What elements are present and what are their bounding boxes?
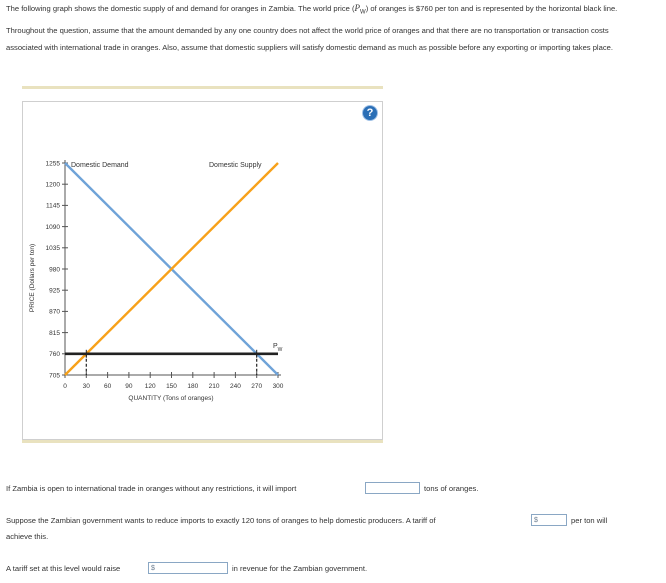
tariff-input[interactable]: $ [531, 514, 567, 526]
y-tick-label: 760 [49, 351, 60, 359]
question-intro [6, 0, 646, 56]
q1-suffix: tons of oranges. [424, 484, 479, 493]
intro-part2: ) of oranges is $760 per ton and is represented by the horizontal black line. Throughout the question, assume that the amount demanded by any one country does not affect the world price of oranges and that there are no transportation or transaction costs associated with international trade in oranges. Also, assume that domestic suppliers will satisfy domestic demand as much as possible before any exporting or importing takes place. [6, 4, 618, 52]
x-tick-label: 60 [103, 383, 112, 390]
y-tick-label: 815 [49, 329, 60, 337]
y-tick-label: 980 [49, 266, 60, 274]
pw-label-letter: P [273, 343, 278, 350]
q2-suffix: per ton will [571, 516, 608, 525]
y-tick-label: 1035 [45, 245, 60, 253]
q2-continuation: achieve this. [6, 532, 49, 541]
y-tick-label: 1145 [46, 202, 60, 210]
y-tick-label: 1090 [45, 223, 60, 231]
pw-symbol: P [354, 3, 361, 13]
x-tick-label: 300 [272, 383, 284, 390]
demand-label: Domestic Demand [71, 162, 129, 169]
q3-prefix: A tariff set at this level would raise [6, 564, 121, 573]
x-axis-label: QUANTITY (Tons of oranges) [128, 395, 214, 402]
intro-part1: The following graph shows the domestic supply of and demand for oranges in Zambia. The world price ( [6, 4, 355, 13]
x-tick-label: 90 [125, 383, 133, 390]
q1-prefix: If Zambia is open to international trade in oranges without any restrictions, it will import [6, 484, 297, 493]
x-tick-label: 150 [166, 383, 177, 390]
revenue-input[interactable]: $ [148, 562, 228, 574]
q3-suffix: in revenue for the Zambian government. [232, 564, 368, 573]
top-divider [22, 86, 383, 89]
x-tick-label: 30 [82, 383, 90, 390]
y-tick-label: 1255 [45, 160, 60, 168]
x-tick-label: 180 [187, 383, 199, 390]
pw-subscript: W [360, 9, 366, 16]
y-axis-label: PRICE (Dollars per ton) [29, 243, 36, 313]
x-tick-label: 120 [144, 383, 156, 390]
graph-panel [22, 101, 383, 440]
y-tick-label: 705 [49, 372, 60, 380]
help-icon[interactable]: ? [363, 106, 377, 120]
x-tick-label: 210 [208, 383, 220, 390]
bottom-divider [22, 440, 383, 443]
supply-label: Domestic Supply [209, 162, 262, 169]
pw-label-subscript: W [277, 347, 283, 353]
x-tick-label: 240 [229, 383, 241, 390]
x-tick-label: 0 [63, 383, 67, 390]
q2-prefix: Suppose the Zambian government wants to reduce imports to exactly 120 tons of oranges to help domestic producers. A tariff of [6, 516, 436, 525]
y-tick-label: 1200 [45, 181, 60, 189]
y-tick-label: 870 [49, 308, 60, 316]
y-tick-label: 925 [49, 287, 60, 295]
pw-label [273, 343, 283, 353]
supply-demand-chart [23, 102, 382, 439]
x-tick-label: 270 [251, 383, 263, 390]
imports-input[interactable] [365, 482, 420, 494]
